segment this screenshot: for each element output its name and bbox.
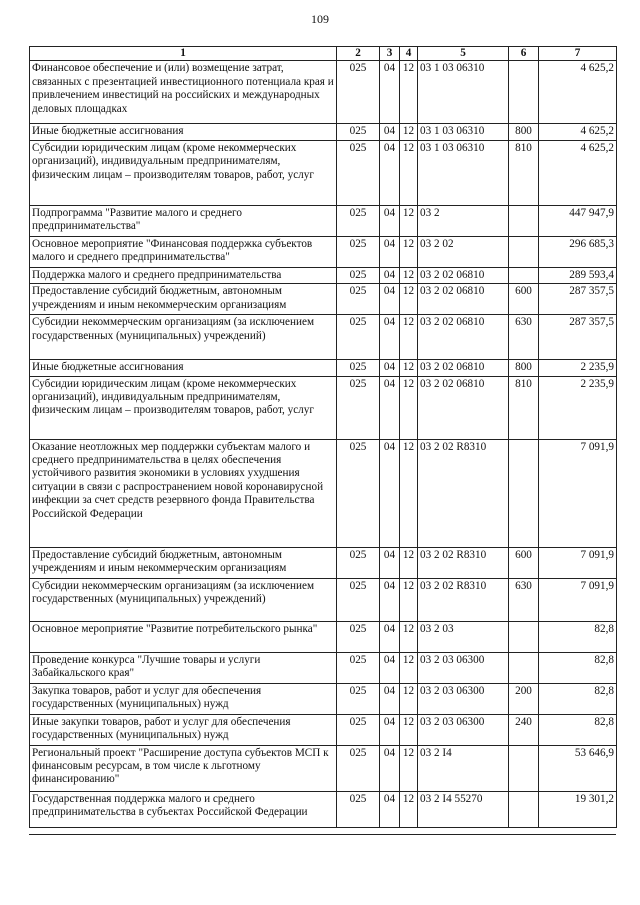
row-vr xyxy=(509,236,539,267)
row-name: Основное мероприятие "Развитие потребительского рынка" xyxy=(30,621,337,652)
row-vr xyxy=(509,205,539,236)
row-grbs: 025 xyxy=(337,791,380,827)
row-csr: 03 2 I4 xyxy=(418,745,509,791)
row-grbs: 025 xyxy=(337,236,380,267)
row-rz: 04 xyxy=(380,267,400,283)
row-pr: 12 xyxy=(400,376,418,439)
row-csr: 03 2 02 06810 xyxy=(418,284,509,315)
row-amount: 2 235,9 xyxy=(539,376,617,439)
table-row xyxy=(30,140,617,205)
table-row xyxy=(30,360,617,376)
row-name: Иные бюджетные ассигнования xyxy=(30,360,337,376)
col-header-rz: 3 xyxy=(380,47,400,61)
row-pr: 12 xyxy=(400,267,418,283)
row-pr: 12 xyxy=(400,547,418,578)
row-grbs: 025 xyxy=(337,376,380,439)
row-csr: 03 2 03 06300 xyxy=(418,683,509,714)
row-name: Закупка товаров, работ и услуг для обеспечения государственных (муниципальных) нужд xyxy=(30,683,337,714)
table-row xyxy=(30,745,617,791)
row-vr: 600 xyxy=(509,547,539,578)
table-row xyxy=(30,791,617,827)
row-rz: 04 xyxy=(380,124,400,140)
row-grbs: 025 xyxy=(337,267,380,283)
row-vr: 630 xyxy=(509,315,539,360)
table-row xyxy=(30,284,617,315)
row-pr: 12 xyxy=(400,61,418,124)
row-amount: 4 625,2 xyxy=(539,124,617,140)
row-rz: 04 xyxy=(380,621,400,652)
page-number: 109 xyxy=(311,12,329,26)
table-row xyxy=(30,714,617,745)
row-amount: 289 593,4 xyxy=(539,267,617,283)
row-vr: 800 xyxy=(509,124,539,140)
row-pr: 12 xyxy=(400,315,418,360)
row-name: Субсидии некоммерческим организациям (за исключением государственных (муниципальных) учреждений) xyxy=(30,315,337,360)
row-rz: 04 xyxy=(380,578,400,621)
row-vr: 810 xyxy=(509,140,539,205)
row-rz: 04 xyxy=(380,714,400,745)
row-csr: 03 2 03 06300 xyxy=(418,714,509,745)
row-rz: 04 xyxy=(380,140,400,205)
table-row xyxy=(30,439,617,547)
row-csr: 03 1 03 06310 xyxy=(418,61,509,124)
row-pr: 12 xyxy=(400,791,418,827)
budget-table xyxy=(29,46,617,828)
row-pr: 12 xyxy=(400,745,418,791)
table-row xyxy=(30,376,617,439)
row-amount: 4 625,2 xyxy=(539,61,617,124)
row-csr: 03 2 02 xyxy=(418,236,509,267)
row-vr: 800 xyxy=(509,360,539,376)
row-rz: 04 xyxy=(380,745,400,791)
row-pr: 12 xyxy=(400,140,418,205)
row-rz: 04 xyxy=(380,439,400,547)
row-grbs: 025 xyxy=(337,124,380,140)
table-row xyxy=(30,621,617,652)
table-row xyxy=(30,652,617,683)
row-grbs: 025 xyxy=(337,621,380,652)
row-vr: 200 xyxy=(509,683,539,714)
row-csr: 03 2 02 06810 xyxy=(418,360,509,376)
table-row xyxy=(30,61,617,124)
row-amount: 19 301,2 xyxy=(539,791,617,827)
row-csr: 03 2 xyxy=(418,205,509,236)
row-vr xyxy=(509,791,539,827)
row-csr: 03 2 02 R8310 xyxy=(418,439,509,547)
row-amount: 2 235,9 xyxy=(539,360,617,376)
row-grbs: 025 xyxy=(337,439,380,547)
row-amount: 82,8 xyxy=(539,621,617,652)
table-row xyxy=(30,683,617,714)
row-rz: 04 xyxy=(380,652,400,683)
row-name: Субсидии юридическим лицам (кроме некоммерческих организаций), индивидуальным предпринимателям, физическим лицам – производителям товаров, работ, услуг xyxy=(30,140,337,205)
row-csr: 03 1 03 06310 xyxy=(418,124,509,140)
row-rz: 04 xyxy=(380,284,400,315)
row-amount: 287 357,5 xyxy=(539,315,617,360)
row-name: Иные бюджетные ассигнования xyxy=(30,124,337,140)
row-rz: 04 xyxy=(380,236,400,267)
col-header-grbs: 2 xyxy=(337,47,380,61)
row-amount: 7 091,9 xyxy=(539,578,617,621)
row-pr: 12 xyxy=(400,360,418,376)
row-csr: 03 2 I4 55270 xyxy=(418,791,509,827)
row-name: Государственная поддержка малого и среднего предпринимательства в субъектах Российской Федерации xyxy=(30,791,337,827)
col-header-pr: 4 xyxy=(400,47,418,61)
row-vr: 810 xyxy=(509,376,539,439)
row-name: Субсидии некоммерческим организациям (за исключением государственных (муниципальных) учреждений) xyxy=(30,578,337,621)
row-grbs: 025 xyxy=(337,578,380,621)
table-row xyxy=(30,267,617,283)
row-rz: 04 xyxy=(380,683,400,714)
row-grbs: 025 xyxy=(337,61,380,124)
row-grbs: 025 xyxy=(337,140,380,205)
row-name: Предоставление субсидий бюджетным, автономным учреждениям и иным некоммерческим организациям xyxy=(30,284,337,315)
row-name: Основное мероприятие "Финансовая поддержка субъектов малого и среднего предпринимательства" xyxy=(30,236,337,267)
row-amount: 82,8 xyxy=(539,652,617,683)
row-grbs: 025 xyxy=(337,205,380,236)
row-name: Региональный проект "Расширение доступа субъектов МСП к финансовым ресурсам, в том числе к льготному финансированию" xyxy=(30,745,337,791)
row-name: Иные закупки товаров, работ и услуг для обеспечения государственных (муниципальных) нужд xyxy=(30,714,337,745)
row-grbs: 025 xyxy=(337,547,380,578)
bottom-rule xyxy=(29,834,616,835)
col-header-name: 1 xyxy=(30,47,337,61)
row-grbs: 025 xyxy=(337,360,380,376)
row-name: Оказание неотложных мер поддержки субъектам малого и среднего предпринимательства в целях обеспечения устойчивого развития экономики в условиях ухудшения ситуации в связи с распространением новой коронавирусной инфекции за счет средств резервного фонда Правительства Российской Федерации xyxy=(30,439,337,547)
row-csr: 03 1 03 06310 xyxy=(418,140,509,205)
row-vr xyxy=(509,621,539,652)
row-rz: 04 xyxy=(380,791,400,827)
row-pr: 12 xyxy=(400,621,418,652)
row-rz: 04 xyxy=(380,205,400,236)
row-amount: 7 091,9 xyxy=(539,547,617,578)
row-csr: 03 2 02 06810 xyxy=(418,315,509,360)
row-vr xyxy=(509,439,539,547)
row-amount: 296 685,3 xyxy=(539,236,617,267)
row-csr: 03 2 03 06300 xyxy=(418,652,509,683)
row-grbs: 025 xyxy=(337,315,380,360)
row-rz: 04 xyxy=(380,360,400,376)
row-pr: 12 xyxy=(400,236,418,267)
row-pr: 12 xyxy=(400,205,418,236)
row-vr: 630 xyxy=(509,578,539,621)
col-header-csr: 5 xyxy=(418,47,509,61)
row-pr: 12 xyxy=(400,683,418,714)
table-row xyxy=(30,236,617,267)
row-pr: 12 xyxy=(400,124,418,140)
table-row xyxy=(30,315,617,360)
row-csr: 03 2 02 R8310 xyxy=(418,547,509,578)
row-amount: 7 091,9 xyxy=(539,439,617,547)
row-vr xyxy=(509,61,539,124)
row-grbs: 025 xyxy=(337,652,380,683)
row-pr: 12 xyxy=(400,652,418,683)
row-csr: 03 2 03 xyxy=(418,621,509,652)
row-vr xyxy=(509,745,539,791)
row-pr: 12 xyxy=(400,714,418,745)
row-rz: 04 xyxy=(380,376,400,439)
col-header-amount: 7 xyxy=(539,47,617,61)
row-rz: 04 xyxy=(380,315,400,360)
row-pr: 12 xyxy=(400,439,418,547)
row-amount: 447 947,9 xyxy=(539,205,617,236)
row-csr: 03 2 02 06810 xyxy=(418,376,509,439)
row-amount: 82,8 xyxy=(539,714,617,745)
row-name: Субсидии юридическим лицам (кроме некоммерческих организаций), индивидуальным предпринимателям, физическим лицам – производителям товаров, работ, услуг xyxy=(30,376,337,439)
table-row xyxy=(30,205,617,236)
table-row xyxy=(30,124,617,140)
row-grbs: 025 xyxy=(337,284,380,315)
row-amount: 287 357,5 xyxy=(539,284,617,315)
row-name: Предоставление субсидий бюджетным, автономным учреждениям и иным некоммерческим организациям xyxy=(30,547,337,578)
row-csr: 03 2 02 R8310 xyxy=(418,578,509,621)
row-name: Финансовое обеспечение и (или) возмещение затрат, связанных с презентацией инвестиционного потенциала края и привлечением инвестиций на российских и международных деловых площадках xyxy=(30,61,337,124)
row-name: Поддержка малого и среднего предпринимательства xyxy=(30,267,337,283)
row-amount: 4 625,2 xyxy=(539,140,617,205)
table-row xyxy=(30,547,617,578)
table-row xyxy=(30,578,617,621)
row-csr: 03 2 02 06810 xyxy=(418,267,509,283)
row-grbs: 025 xyxy=(337,683,380,714)
row-vr xyxy=(509,652,539,683)
row-rz: 04 xyxy=(380,547,400,578)
row-vr: 240 xyxy=(509,714,539,745)
col-header-vr: 6 xyxy=(509,47,539,61)
row-amount: 82,8 xyxy=(539,683,617,714)
row-pr: 12 xyxy=(400,284,418,315)
row-amount: 53 646,9 xyxy=(539,745,617,791)
row-name: Подпрограмма "Развитие малого и среднего предпринимательства" xyxy=(30,205,337,236)
row-grbs: 025 xyxy=(337,714,380,745)
row-grbs: 025 xyxy=(337,745,380,791)
header-row xyxy=(30,47,617,61)
row-pr: 12 xyxy=(400,578,418,621)
row-name: Проведение конкурса "Лучшие товары и услуги Забайкальского края" xyxy=(30,652,337,683)
row-vr: 600 xyxy=(509,284,539,315)
row-vr xyxy=(509,267,539,283)
row-rz: 04 xyxy=(380,61,400,124)
